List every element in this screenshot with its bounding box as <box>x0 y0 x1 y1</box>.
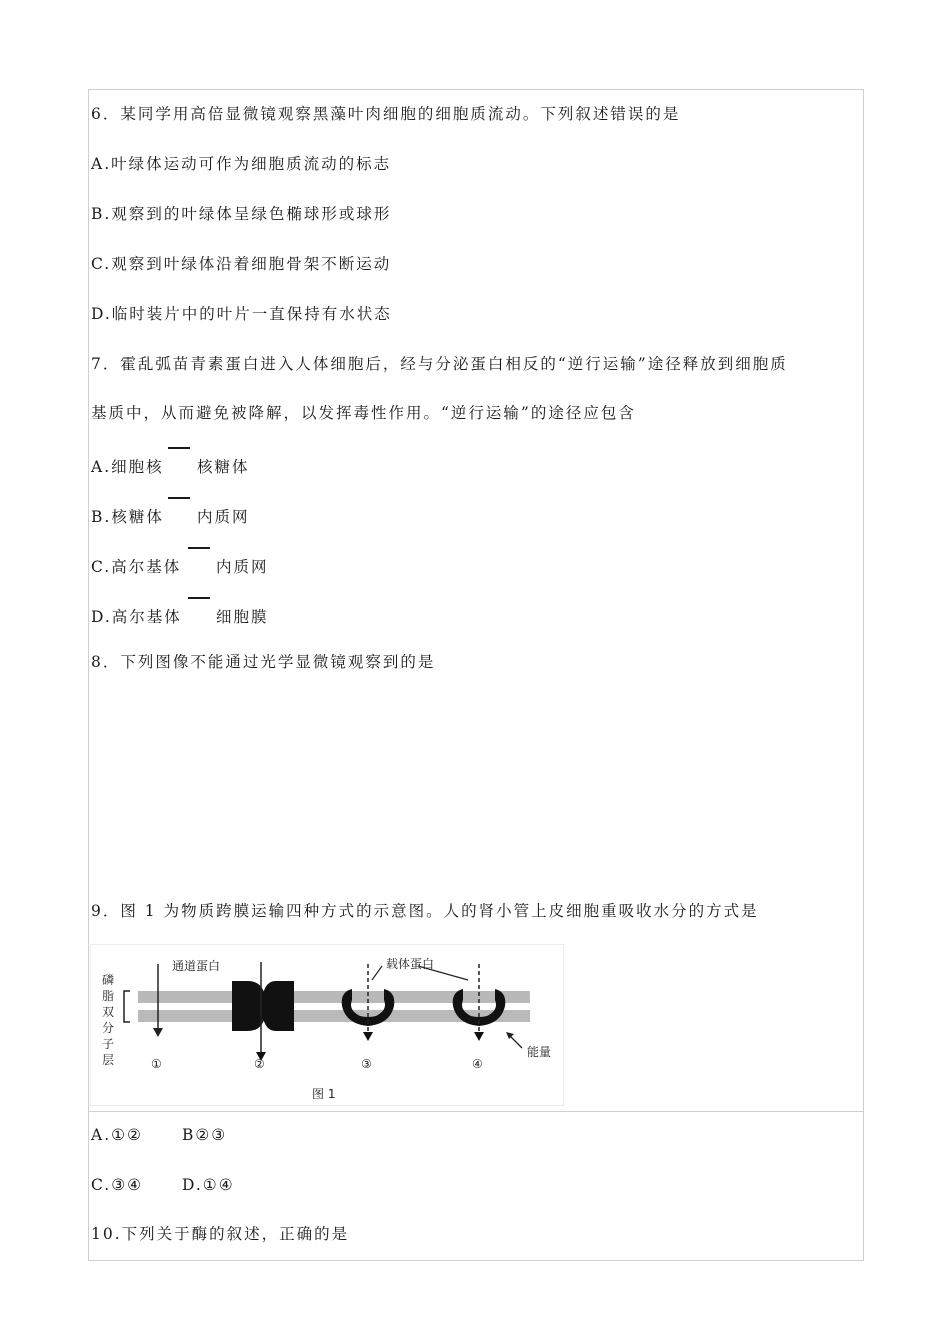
q6-option-a: A.叶绿体运动可作为细胞质流动的标志 <box>91 155 392 173</box>
carrier-protein-label: 载体蛋白 <box>386 957 435 971</box>
arrow-dash-icon <box>168 447 190 449</box>
q7-option-c-from: C.高尔基体 <box>91 558 182 576</box>
membrane-label: 磷 脂 双 分 子 层 <box>102 973 115 1067</box>
arrow-dash-icon <box>188 597 210 599</box>
q7-stem-line2: 基质中，从而避免被降解，以发挥毒性作用。“逆行运输”的途径应包含 <box>91 404 636 422</box>
q7-option-c-to: 内质网 <box>216 558 269 576</box>
q9-option-b: B②③ <box>182 1126 228 1144</box>
q9-option-c: C.③④ <box>91 1176 144 1194</box>
q6-stem: 6．某同学用高倍显微镜观察黑藻叶肉细胞的细胞质流动。下列叙述错误的是 <box>91 105 681 123</box>
q7-stem-line1: 7．霍乱弧苗青素蛋白进入人体细胞后，经与分泌蛋白相反的“逆行运输”途径释放到细胞质 <box>91 355 788 373</box>
channel-protein-right <box>262 981 294 1031</box>
q9-option-d: D.①④ <box>182 1176 235 1194</box>
q6-option-b: B.观察到的叶绿体呈绿色椭球形或球形 <box>91 205 392 223</box>
channel-protein-label: 通道蛋白 <box>172 959 221 973</box>
energy-label: 能量 <box>527 1045 552 1059</box>
marker-2: ② <box>254 1057 265 1071</box>
q7-option-d-to: 细胞膜 <box>216 608 269 626</box>
q9-option-a: A.①② <box>91 1126 143 1144</box>
marker-4: ④ <box>472 1057 483 1071</box>
q6-option-c: C.观察到叶绿体沿着细胞骨架不断运动 <box>91 255 392 273</box>
membrane-band-top <box>138 991 530 1003</box>
q7-option-a-from: A.细胞核 <box>91 458 164 476</box>
q6-option-d: D.临时装片中的叶片一直保持有水状态 <box>91 305 392 323</box>
marker-1: ① <box>151 1057 162 1071</box>
q8-stem: 8．下列图像不能通过光学显微镜观察到的是 <box>91 653 436 671</box>
figure-caption: 图 1 <box>312 1087 336 1101</box>
arrow-dash-icon <box>188 547 210 549</box>
marker-3: ③ <box>361 1057 372 1071</box>
q10-stem: 10.下列关于酶的叙述，正确的是 <box>91 1225 350 1243</box>
q7-option-b-from: B.核糖体 <box>91 508 164 526</box>
q7-option-a-to: 核糖体 <box>197 458 250 476</box>
membrane-transport-figure <box>90 944 564 1106</box>
arrow-dash-icon <box>168 497 190 499</box>
q7-option-d-from: D.高尔基体 <box>91 608 182 626</box>
q7-option-b-to: 内质网 <box>197 508 250 526</box>
q9-stem: 9．图 1 为物质跨膜运输四种方式的示意图。人的肾小管上皮细胞重吸收水分的方式是 <box>91 902 759 920</box>
